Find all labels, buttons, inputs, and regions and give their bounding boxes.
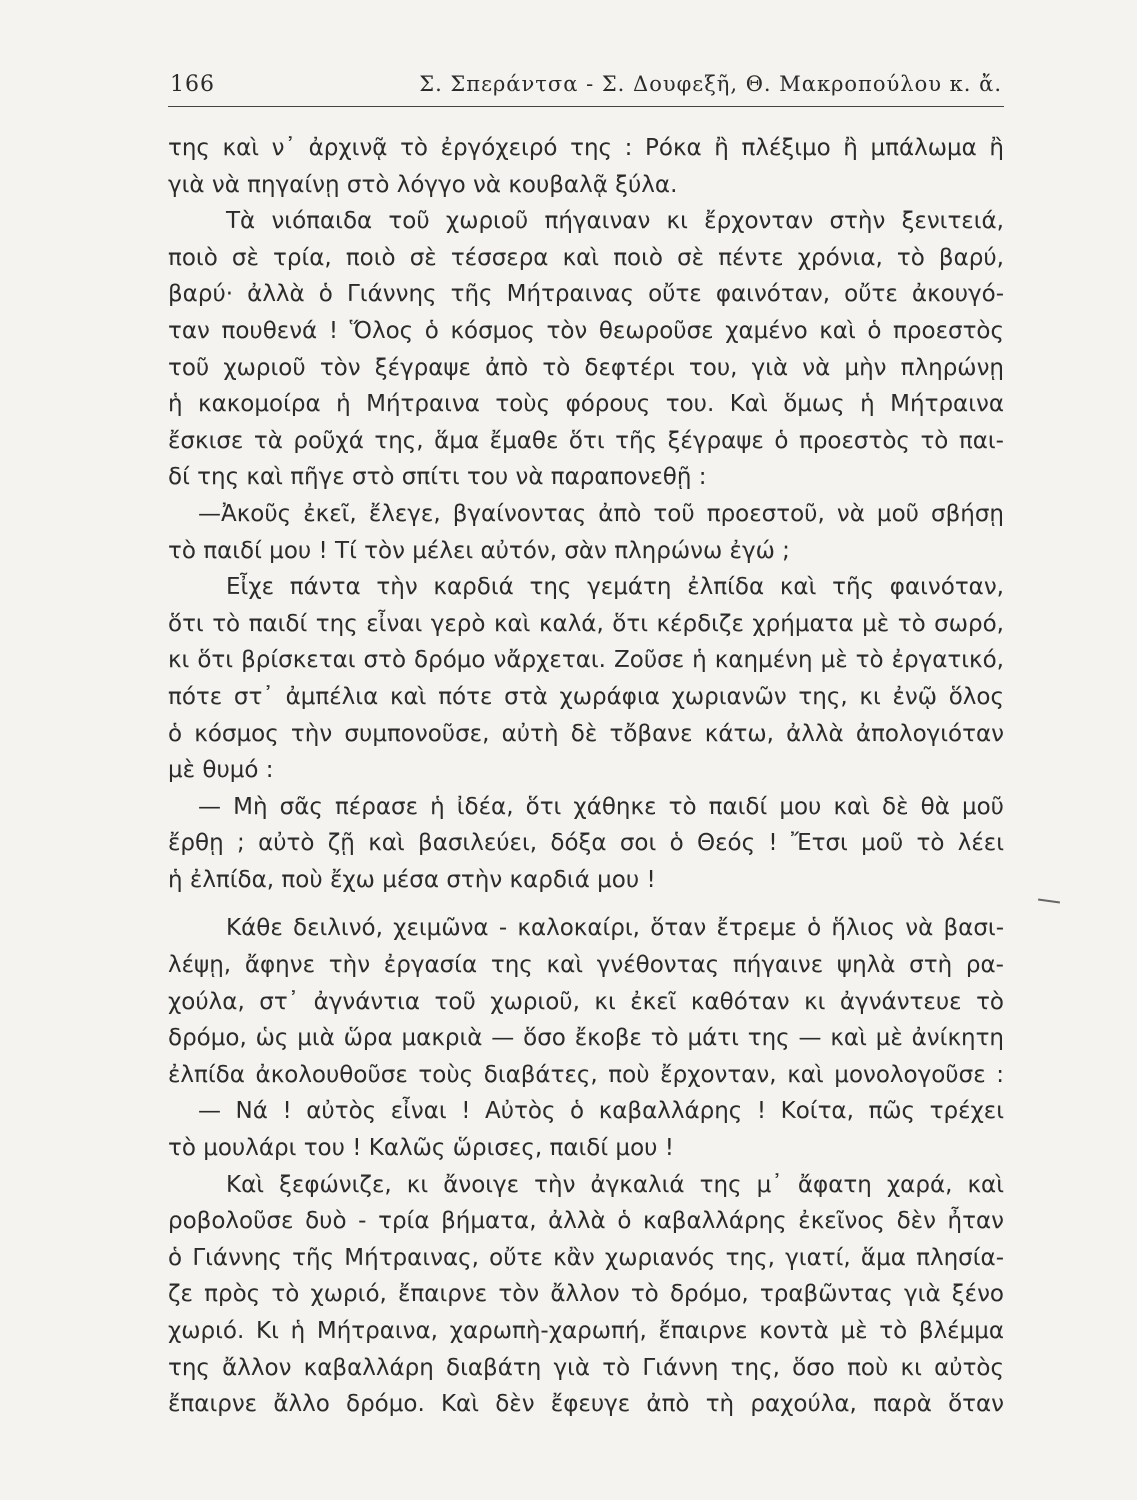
text-line: ἡ ἐλπίδα, ποὺ ἔχω μέσα στὴν καρδιά μου ! xyxy=(168,866,656,893)
text-line: τὸ παιδί μου ! Τί τὸν μέλει αὐτόν, σὰν πληρώνω ἐγώ ; xyxy=(168,537,790,564)
text-line: ταν πουθενά ! Ὅλος ὁ κόσμος τὸν θεωροῦσε χαμένο καὶ ὁ προεστὸς xyxy=(168,317,1004,344)
text-line: ἔπαιρνε ἄλλο δρόμο. Καὶ δὲν ἔφευγε ἀπὸ τὴ ραχούλα, παρὰ ὅταν xyxy=(168,1391,1004,1418)
text-line: μὲ θυμό : xyxy=(168,757,274,784)
text-line: δί της καὶ πῆγε στὸ σπίτι του νὰ παραπονεθῇ : xyxy=(168,464,707,491)
running-title: Σ. Σπεράντσα - Σ. Δουφεξῆ, Θ. Μακροπούλου κ. ἄ. xyxy=(419,72,1002,96)
text-line: Εἶχε πάντα τὴν καρδιά της γεμάτη ἐλπίδα καὶ τῆς φαινόταν, xyxy=(226,574,1004,601)
text-line: βαρύ· ἀλλὰ ὁ Γιάννης τῆς Μήτραινας οὔτε φαινόταν, οὔτε ἀκουγό- xyxy=(168,281,1004,308)
text-line: ζε πρὸς τὸ χωριό, ἔπαιρνε τὸν ἄλλον τὸ δρόμο, τραβῶντας γιὰ ξένο xyxy=(168,1281,1004,1308)
text-line: Καὶ ξεφώνιζε, κι ἄνοιγε τὴν ἀγκαλιά της μ᾽ ἄφατη χαρά, καὶ xyxy=(226,1171,1004,1198)
text-line: ἔρθῃ ; αὐτὸ ζῇ καὶ βασιλεύει, δόξα σοι ὁ Θεός ! Ἔτσι μοῦ τὸ λέει xyxy=(168,830,1004,857)
text-line: της καὶ ν᾽ ἀρχινᾷ τὸ ἐργόχειρό της : Ρόκα ἢ πλέξιμο ἢ μπάλωμα ἢ xyxy=(168,135,1004,161)
page-number: 166 xyxy=(170,72,215,97)
text-line: λέψῃ, ἄφηνε τὴν ἐργασία της καὶ γνέθοντας πήγαινε ψηλὰ στὴ ρα- xyxy=(168,952,1004,979)
text-line: ἔσκισε τὰ ροῦχά της, ἅμα ἔμαθε ὅτι τῆς ξέγραψε ὁ προεστὸς τὸ παι- xyxy=(168,427,1004,454)
text-line: της ἄλλον καβαλλάρη διαβάτη γιὰ τὸ Γιάννη της, ὅσο ποὺ κι αὐτὸς xyxy=(168,1354,1004,1381)
text-line: ροβολοῦσε δυὸ - τρία βήματα, ἀλλὰ ὁ καβαλλάρης ἐκεῖνος δὲν ἦταν xyxy=(168,1208,1004,1235)
margin-mark xyxy=(1038,898,1060,903)
text-line: — Μὴ σᾶς πέρασε ἡ ἰδέα, ὅτι χάθηκε τὸ παιδί μου καὶ δὲ θὰ μοῦ xyxy=(198,793,1004,820)
text-line: ἡ κακομοίρα ἡ Μήτραινα τοὺς φόρους του. Καὶ ὅμως ἡ Μήτραινα xyxy=(168,391,1004,418)
text-line: ἐλπίδα ἀκολουθοῦσε τοὺς διαβάτες, ποὺ ἔρχονταν, καὶ μονολογοῦσε : xyxy=(168,1061,1004,1088)
body-text xyxy=(168,130,1004,1423)
text-line: ὁ κόσμος τὴν συμπονοῦσε, αὐτὴ δὲ τὄβανε κάτω, ἀλλὰ ἀπολογιόταν xyxy=(168,720,1004,747)
text-line: δρόμο, ὡς μιὰ ὥρα μακριὰ — ὅσο ἔκοβε τὸ μάτι της — καὶ μὲ ἀνίκητη xyxy=(168,1025,1004,1052)
page-header xyxy=(168,66,1004,107)
text-line: —Ἀκοῦς ἐκεῖ, ἔλεγε, βγαίνοντας ἀπὸ τοῦ προεστοῦ, νὰ μοῦ σβήσῃ xyxy=(198,500,1004,527)
text-line: τοῦ χωριοῦ τὸν ξέγραψε ἀπὸ τὸ δεφτέρι του, γιὰ νὰ μὴν πληρώνῃ xyxy=(168,354,1004,381)
text-line: Κάθε δειλινό, χειμῶνα - καλοκαίρι, ὅταν ἔτρεμε ὁ ἥλιος νὰ βασι- xyxy=(226,915,1004,942)
text-line: κι ὅτι βρίσκεται στὸ δρόμο νἄρχεται. Ζοῦσε ἡ καημένη μὲ τὸ ἐργατικό, xyxy=(168,647,1004,674)
text-line: γιὰ νὰ πηγαίνῃ στὸ λόγγο νὰ κουβαλᾷ ξύλα. xyxy=(168,171,678,198)
text-line: χωριό. Κι ἡ Μήτραινα, χαρωπὴ-χαρωπή, ἔπαιρνε κοντὰ μὲ τὸ βλέμμα xyxy=(168,1318,1004,1344)
text-line: ποιὸ σὲ τρία, ποιὸ σὲ τέσσερα καὶ ποιὸ σὲ πέντε χρόνια, τὸ βαρύ, xyxy=(168,244,1004,271)
text-line: — Νά ! αὐτὸς εἶναι ! Αὐτὸς ὁ καβαλλάρης ! Κοίτα, πῶς τρέχει xyxy=(198,1098,1004,1125)
paragraph-gap xyxy=(168,898,1004,910)
text-line: Τὰ νιόπαιδα τοῦ χωριοῦ πήγαιναν κι ἔρχονταν στὴν ξενιτειά, xyxy=(226,208,1004,235)
text-line: ὅτι τὸ παιδί της εἶναι γερὸ καὶ καλά, ὅτι κέρδιζε χρήματα μὲ τὸ σωρό, xyxy=(168,610,1004,637)
text-line: χούλα, στ᾽ ἀγνάντια τοῦ χωριοῦ, κι ἐκεῖ καθόταν κι ἀγνάντευε τὸ xyxy=(168,988,1004,1015)
text-line: πότε στ᾽ ἀμπέλια καὶ πότε στὰ χωράφια χωριανῶν της, κι ἐνῷ ὅλος xyxy=(168,683,1004,710)
text-line: τὸ μουλάρι του ! Καλῶς ὥρισες, παιδί μου ! xyxy=(168,1135,674,1162)
text-line: ὁ Γιάννης τῆς Μήτραινας, οὔτε κἂν χωριανός της, γιατί, ἅμα πλησία- xyxy=(168,1244,1004,1271)
